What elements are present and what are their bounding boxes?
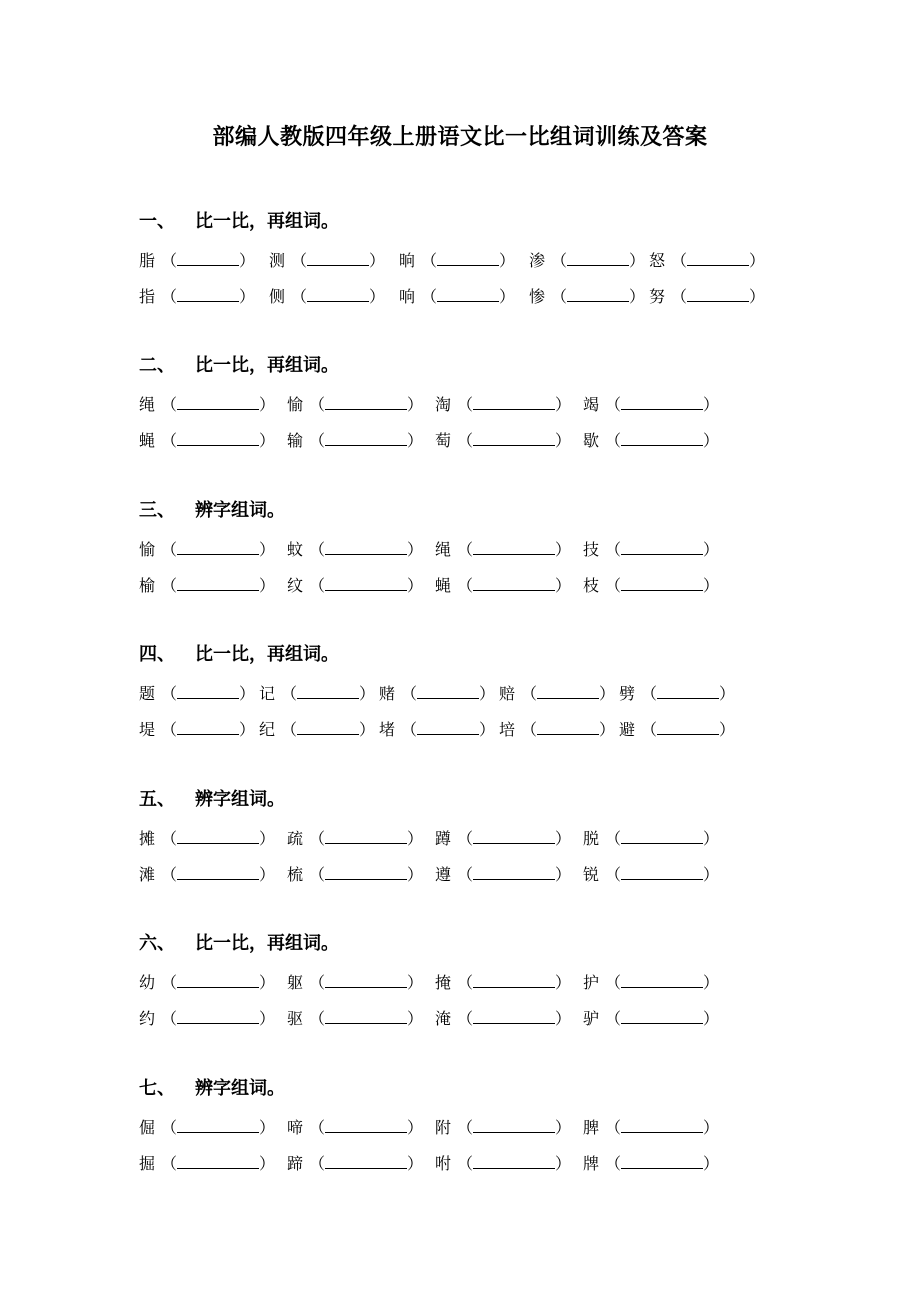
word-item: 疏 （ ） — [287, 829, 424, 848]
answer-blank[interactable] — [567, 287, 629, 302]
answer-blank[interactable] — [687, 251, 749, 266]
answer-blank[interactable] — [177, 829, 259, 844]
word-item: 摊 （ ） — [139, 829, 276, 848]
word-item: 指 （ ） — [139, 287, 256, 306]
answer-blank[interactable] — [325, 829, 407, 844]
word-row — [139, 1153, 799, 1189]
word-row — [139, 394, 799, 430]
word-item: 纹 （ ） — [287, 576, 424, 595]
word-item: 蚊 （ ） — [287, 540, 424, 559]
word-item: 蹲 （ ） — [435, 829, 572, 848]
answer-blank[interactable] — [177, 431, 259, 446]
section-6 — [139, 931, 799, 1044]
word-item: 堤 （ ） — [139, 720, 256, 739]
word-item: 脾 （ ） — [583, 1118, 720, 1137]
word-row — [139, 828, 799, 864]
word-item: 记 （ ） — [259, 684, 376, 703]
answer-blank[interactable] — [325, 395, 407, 410]
section-5 — [139, 787, 799, 900]
answer-blank[interactable] — [473, 829, 555, 844]
section-heading: 五、 辨字组词。 — [139, 789, 285, 810]
word-item: 倔 （ ） — [139, 1118, 276, 1137]
word-item: 劈 （ ） — [619, 684, 736, 703]
word-item: 枝 （ ） — [583, 576, 720, 595]
word-item: 赌 （ ） — [379, 684, 496, 703]
word-item: 赔 （ ） — [499, 684, 616, 703]
answer-blank[interactable] — [325, 431, 407, 446]
section-heading: 二、 比一比，再组词。 — [139, 355, 339, 376]
answer-blank[interactable] — [177, 1154, 259, 1169]
word-item: 咐 （ ） — [435, 1154, 572, 1173]
word-item: 约 （ ） — [139, 1009, 276, 1028]
answer-blank[interactable] — [177, 684, 239, 699]
word-row — [139, 1117, 799, 1153]
answer-blank[interactable] — [417, 684, 479, 699]
answer-blank[interactable] — [621, 829, 703, 844]
word-item: 萄 （ ） — [435, 431, 572, 450]
word-item: 惨 （ ） — [529, 287, 646, 306]
answer-blank[interactable] — [417, 720, 479, 735]
word-item: 绳 （ ） — [435, 540, 572, 559]
word-item: 驱 （ ） — [287, 1009, 424, 1028]
answer-blank[interactable] — [657, 684, 719, 699]
word-item: 培 （ ） — [499, 720, 616, 739]
section-4 — [139, 642, 799, 755]
answer-blank[interactable] — [325, 865, 407, 880]
answer-blank[interactable] — [473, 1154, 555, 1169]
word-item: 梳 （ ） — [287, 865, 424, 884]
word-item: 努 （ ） — [649, 287, 766, 306]
word-item: 脱 （ ） — [583, 829, 720, 848]
word-item: 侧 （ ） — [269, 287, 386, 306]
word-item: 避 （ ） — [619, 720, 736, 739]
answer-blank[interactable] — [177, 576, 259, 591]
answer-blank[interactable] — [177, 251, 239, 266]
answer-blank[interactable] — [325, 973, 407, 988]
word-row — [139, 539, 799, 575]
answer-blank[interactable] — [621, 540, 703, 555]
word-item: 愉 （ ） — [287, 395, 424, 414]
section-2 — [139, 353, 799, 466]
answer-blank[interactable] — [473, 431, 555, 446]
answer-blank[interactable] — [307, 287, 369, 302]
answer-blank[interactable] — [621, 865, 703, 880]
word-item: 啼 （ ） — [287, 1118, 424, 1137]
word-item: 输 （ ） — [287, 431, 424, 450]
word-item: 遵 （ ） — [435, 865, 572, 884]
word-item: 牌 （ ） — [583, 1154, 720, 1173]
section-1 — [139, 209, 799, 322]
word-item: 掩 （ ） — [435, 973, 572, 992]
answer-blank[interactable] — [177, 287, 239, 302]
word-item: 脂 （ ） — [139, 251, 256, 270]
word-row — [139, 972, 799, 1008]
answer-blank[interactable] — [621, 1118, 703, 1133]
word-row — [139, 683, 799, 719]
word-item: 竭 （ ） — [583, 395, 720, 414]
answer-blank[interactable] — [473, 576, 555, 591]
answer-blank[interactable] — [621, 1154, 703, 1169]
word-item: 驴 （ ） — [583, 1009, 720, 1028]
word-row — [139, 575, 799, 611]
section-heading: 一、 比一比，再组词。 — [139, 211, 339, 232]
answer-blank[interactable] — [621, 973, 703, 988]
word-item: 锐 （ ） — [583, 865, 720, 884]
word-item: 晌 （ ） — [399, 251, 516, 270]
answer-blank[interactable] — [473, 540, 555, 555]
answer-blank[interactable] — [177, 395, 259, 410]
answer-blank[interactable] — [621, 1009, 703, 1024]
answer-blank[interactable] — [297, 720, 359, 735]
section-heading: 四、 比一比，再组词。 — [139, 644, 339, 665]
word-item: 附 （ ） — [435, 1118, 572, 1137]
word-item: 淘 （ ） — [435, 395, 572, 414]
answer-blank[interactable] — [325, 576, 407, 591]
word-item: 纪 （ ） — [259, 720, 376, 739]
answer-blank[interactable] — [325, 540, 407, 555]
word-item: 护 （ ） — [583, 973, 720, 992]
word-item: 歇 （ ） — [583, 431, 720, 450]
word-item: 题 （ ） — [139, 684, 256, 703]
word-row — [139, 719, 799, 755]
word-item: 怒 （ ） — [649, 251, 766, 270]
answer-blank[interactable] — [473, 1118, 555, 1133]
answer-blank[interactable] — [473, 973, 555, 988]
answer-blank[interactable] — [325, 1118, 407, 1133]
word-item: 渗 （ ） — [529, 251, 646, 270]
section-heading: 七、 辨字组词。 — [139, 1078, 285, 1099]
answer-blank[interactable] — [307, 251, 369, 266]
answer-blank[interactable] — [177, 1118, 259, 1133]
word-item: 蝇 （ ） — [435, 576, 572, 595]
answer-blank[interactable] — [687, 287, 749, 302]
word-row — [139, 864, 799, 900]
section-heading: 六、 比一比，再组词。 — [139, 933, 339, 954]
word-row — [139, 430, 799, 466]
answer-blank[interactable] — [621, 395, 703, 410]
answer-blank[interactable] — [177, 1009, 259, 1024]
section-7 — [139, 1076, 799, 1189]
section-heading: 三、 辨字组词。 — [139, 500, 285, 521]
word-item: 滩 （ ） — [139, 865, 276, 884]
answer-blank[interactable] — [177, 720, 239, 735]
word-row — [139, 1008, 799, 1044]
word-item: 蹄 （ ） — [287, 1154, 424, 1173]
word-item: 测 （ ） — [269, 251, 386, 270]
answer-blank[interactable] — [567, 251, 629, 266]
answer-blank[interactable] — [473, 1009, 555, 1024]
word-item: 幼 （ ） — [139, 973, 276, 992]
answer-blank[interactable] — [473, 865, 555, 880]
answer-blank[interactable] — [621, 576, 703, 591]
answer-blank[interactable] — [437, 287, 499, 302]
answer-blank[interactable] — [177, 973, 259, 988]
answer-blank[interactable] — [177, 865, 259, 880]
word-item: 技 （ ） — [583, 540, 720, 559]
page-title: 部编人教版四年级上册语文比一比组词训练及答案 — [212, 124, 708, 150]
word-item: 淹 （ ） — [435, 1009, 572, 1028]
answer-blank[interactable] — [537, 684, 599, 699]
word-item: 响 （ ） — [399, 287, 516, 306]
answer-blank[interactable] — [537, 720, 599, 735]
answer-blank[interactable] — [325, 1009, 407, 1024]
word-item: 愉 （ ） — [139, 540, 276, 559]
answer-blank[interactable] — [473, 395, 555, 410]
answer-blank[interactable] — [657, 720, 719, 735]
word-row — [139, 286, 799, 322]
word-item: 蝇 （ ） — [139, 431, 276, 450]
answer-blank[interactable] — [621, 431, 703, 446]
word-row — [139, 250, 799, 286]
word-item: 榆 （ ） — [139, 576, 276, 595]
word-item: 绳 （ ） — [139, 395, 276, 414]
word-item: 堵 （ ） — [379, 720, 496, 739]
word-item: 躯 （ ） — [287, 973, 424, 992]
answer-blank[interactable] — [437, 251, 499, 266]
answer-blank[interactable] — [325, 1154, 407, 1169]
section-3 — [139, 498, 799, 611]
word-item: 掘 （ ） — [139, 1154, 276, 1173]
answer-blank[interactable] — [297, 684, 359, 699]
answer-blank[interactable] — [177, 540, 259, 555]
